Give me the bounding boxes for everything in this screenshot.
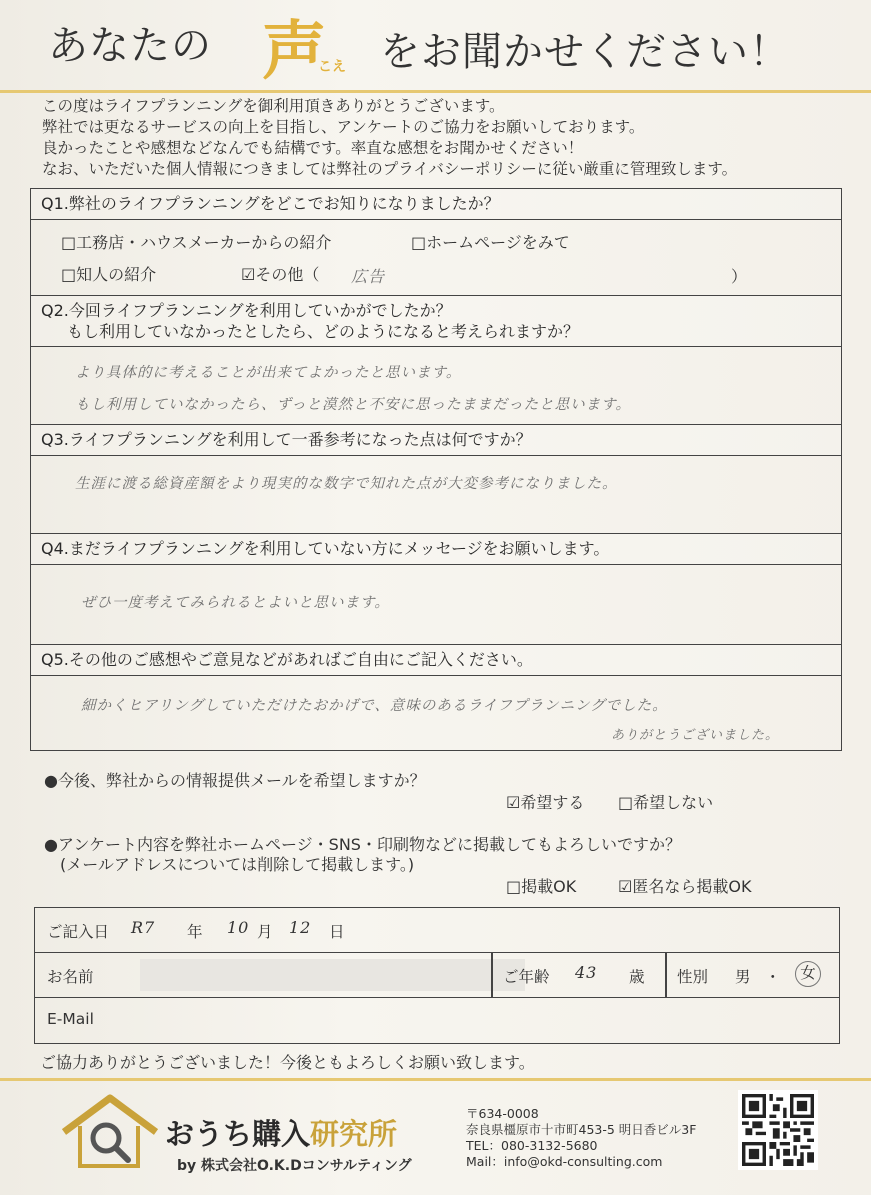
name-row: [35, 953, 839, 998]
gender-female-circled[interactable]: 女: [795, 961, 821, 987]
q2-question: [31, 296, 841, 347]
intro-line: なお、いただいた個人情報につきましては弊社のプライバシーポリシーに従い厳重に管理致します。: [42, 160, 738, 178]
gender-male[interactable]: 男: [735, 968, 751, 986]
q4-answer-text: ぜひ一度考えてみられるとよいと思います。: [81, 595, 390, 611]
q4-question: Q4.まだライフプランニングを利用していない方にメッセージをお願いします。: [31, 534, 841, 565]
title-left: あなたの: [48, 23, 212, 69]
qr-code-icon[interactable]: [738, 1090, 818, 1170]
q3-answer[interactable]: [31, 456, 841, 534]
q5-answer[interactable]: [31, 676, 841, 750]
q3-question: Q3.ライフプランニングを利用して一番参考になった点は何ですか？: [31, 425, 841, 456]
title-right: をお聞かせください！: [380, 29, 790, 75]
q3-answer-text: 生涯に渡る総資産額をより現実的な数字で知れた点が大変参考になりました。: [75, 476, 618, 492]
brand-name-black: おうち購入: [165, 1117, 311, 1151]
intro-line: 弊社では更なるサービスの向上を目指し、アンケートのご協力をお願いしております。: [42, 118, 645, 136]
email-label: E-Mail: [47, 1010, 94, 1028]
age-unit: 歳: [629, 968, 645, 986]
q5-question: Q5.その他のご感想やご意見などがあればご自由にご記入ください。: [31, 645, 841, 676]
brand-name: [165, 1112, 397, 1153]
q1-other-close: ）: [731, 267, 748, 286]
postal-code: 〒634-0008: [466, 1106, 539, 1121]
age-label: ご年齢: [503, 968, 550, 986]
q2-answer-line: もし利用していなかったら、ずっと漠然と不安に思ったままだったと思います。: [75, 397, 631, 413]
intro-text: [42, 96, 842, 180]
email-link[interactable]: Mail：info@okd-consulting.com: [466, 1154, 663, 1169]
date-era[interactable]: R7: [131, 918, 156, 937]
q1-question: Q1.弊社のライフプランニングをどこでお知りになりましたか？: [31, 189, 841, 220]
q5-answer-line: 細かくヒアリングしていただけたおかげで、意味のあるライフプランニングでした。: [81, 698, 668, 714]
q1-option-other[interactable]: ☑その他（: [241, 265, 320, 284]
respondent-info: [34, 907, 840, 1044]
name-redacted: [140, 959, 525, 991]
publish-ok-checkbox[interactable]: □掲載OK: [506, 877, 577, 896]
date-day[interactable]: 12: [289, 918, 312, 937]
publish-note: (メールアドレスについては削除して掲載します。): [60, 855, 415, 874]
q5-answer-line: ありがとうございました。: [611, 728, 780, 743]
month-label: 月: [257, 923, 273, 941]
mail-yes-checkbox[interactable]: ☑希望する: [506, 793, 585, 812]
q4-answer[interactable]: [31, 565, 841, 645]
q2-question-line: Q2.今回ライフプランニングを利用していかがでしたか？: [41, 301, 452, 320]
name-label: お名前: [47, 968, 94, 986]
q1-options: [31, 220, 841, 296]
mail-question: ●今後、弊社からの情報提供メールを希望しますか？: [44, 771, 426, 790]
phone: TEL：080-3132-5680: [466, 1138, 598, 1153]
email-row: [35, 998, 839, 1043]
house-magnifier-icon: [60, 1092, 160, 1172]
divider: [491, 953, 493, 997]
date-month[interactable]: 10: [227, 918, 250, 937]
q1-option-homepage[interactable]: □ホームページをみて: [411, 233, 570, 252]
mail-no-checkbox[interactable]: □希望しない: [618, 793, 714, 812]
brand-name-gold: 研究所: [310, 1117, 398, 1151]
street-address: 奈良県橿原市十市町453-5 明日香ビル3F: [466, 1122, 697, 1137]
q1-other-answer: 広告: [351, 267, 386, 286]
date-label: ご記入日: [47, 923, 110, 941]
page-title: [0, 0, 871, 92]
thanks-message: ご協力ありがとうございました！今後ともよろしくお願い致します。: [40, 1053, 535, 1072]
publish-anon-checkbox[interactable]: ☑匿名なら掲載OK: [618, 877, 752, 896]
header-divider: [0, 90, 871, 93]
divider: [665, 953, 667, 997]
q1-option-builder[interactable]: □工務店・ハウスメーカーからの紹介: [61, 233, 332, 252]
publish-question: ●アンケート内容を弊社ホームページ・SNS・印刷物などに掲載してもよろしいですか？: [44, 835, 681, 854]
date-row: [35, 908, 839, 953]
year-label: 年: [187, 923, 203, 941]
q2-answer-line: より具体的に考えることが出来てよかったと思います。: [75, 365, 462, 381]
intro-line: 良かったことや感想などなんでも結構です。率直な感想をお聞かせください！: [42, 139, 584, 157]
survey-questions: [30, 188, 842, 751]
brand-company: by 株式会社O.K.Dコンサルティング: [177, 1158, 412, 1174]
q2-question-line: もし利用していなかったとしたら、どのようになると考えられますか？: [67, 322, 580, 341]
q2-answer[interactable]: [31, 347, 841, 425]
title-koe-ruby: こえ: [318, 59, 346, 75]
footer-divider: [0, 1078, 871, 1081]
gender-sep: ・: [765, 968, 781, 986]
age-value[interactable]: 43: [575, 963, 598, 982]
intro-line: この度はライフプランニングを御利用頂きありがとうございます。: [42, 97, 505, 115]
day-label: 日: [329, 923, 345, 941]
company-address: [466, 1106, 696, 1170]
q1-option-referral[interactable]: □知人の紹介: [61, 265, 157, 284]
gender-label: 性別: [677, 968, 709, 986]
title-koe: 声: [262, 15, 326, 89]
